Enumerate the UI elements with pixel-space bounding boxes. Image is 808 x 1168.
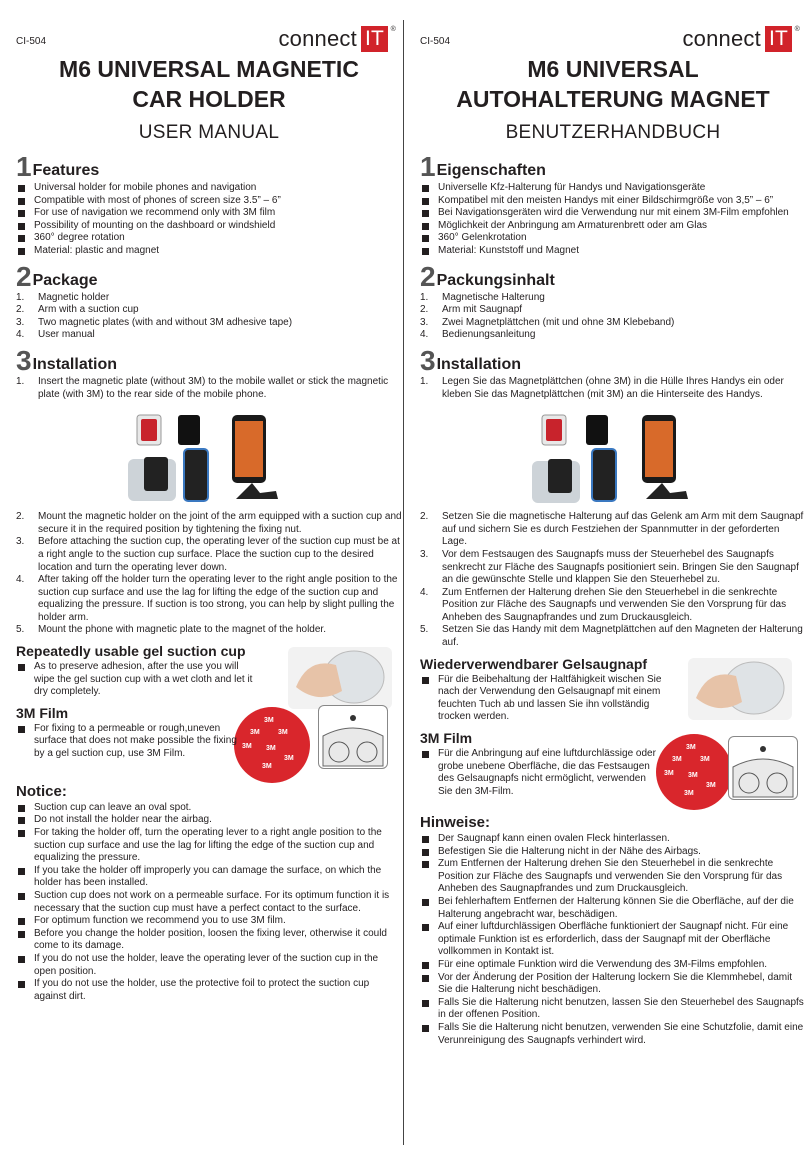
list-item [420, 549, 806, 587]
brand-logo [682, 26, 800, 52]
item-number: 1. [16, 291, 25, 303]
notice-list [420, 833, 806, 1047]
holder-arm-image [646, 483, 688, 499]
item-number: 5. [420, 624, 429, 636]
item-text: Vor dem Festsaugen des Saugnapfs muss der Steuerhebel des Saugnapfs senkrecht zur Fläche des Saugnapfs positioniert sein. Bringen Sie den Saugnapf an die gewünschte Stelle und klappen Sie den Steuerhebel zu. [442, 548, 799, 586]
list-item [420, 317, 806, 330]
section-number: 1 [420, 151, 436, 182]
german-column [420, 0, 806, 1053]
title-line-2: AUTOHALTERUNG MAGNET [456, 86, 770, 112]
notice-title: Hinweise: [420, 814, 491, 832]
phone-illustration [420, 401, 806, 509]
installation-illustration [420, 401, 806, 509]
installation-list-start [420, 376, 806, 401]
document-subtitle: BENUTZERHANDBUCH [505, 122, 721, 143]
gel-cleaning-image [688, 658, 792, 720]
list-item: Der Saugnapf kann einen ovalen Fleck hinterlassen. [420, 833, 806, 846]
logo-registered: ® [390, 26, 396, 33]
item-text: Setzen Sie das Handy mit dem Magnetplättchen auf den Magneten der Halterung auf. [442, 624, 803, 649]
document-title [420, 54, 806, 114]
film-title: 3M Film [16, 704, 69, 721]
list-item: If you do not use the holder, leave the operating lever of the suction cup in the open position. [16, 953, 402, 978]
item-text: Arm with a suction cup [38, 304, 139, 316]
title-line-1: M6 UNIVERSAL MAGNETIC [59, 56, 359, 82]
section-title: Features [32, 162, 100, 179]
list-item: Universelle Kfz-Halterung für Handys und Navigationsgeräte [420, 182, 806, 195]
phone-screen-image [235, 421, 263, 477]
list-item [16, 574, 402, 624]
item-number: 2. [16, 304, 25, 316]
section-title: Eigenschaften [436, 162, 546, 179]
plate-image [586, 415, 608, 445]
section-number: 3 [420, 344, 436, 376]
section-title: Installation [436, 355, 522, 373]
item-number: 1. [420, 291, 429, 303]
list-item [16, 329, 402, 342]
car-dashboard-image [728, 736, 798, 800]
item-text: Legen Sie das Magnetplättchen (ohne 3M) in die Hülle Ihres Handys ein oder kleben Sie das Magnetplättchen (mit 3M) an die Hinterseite des Handys. [442, 375, 784, 400]
item-number: 2. [16, 511, 25, 523]
section-installation-heading [420, 344, 806, 376]
item-number: 3. [16, 316, 25, 328]
list-item: Für die Beibehaltung der Haltfähigkeit wischen Sie nach der Verwendung den Gelsaugnapf mit einem feuchten Tuch ab und lassen Sie ihn vollständig trocken werden. [420, 674, 676, 724]
list-item: Material: plastic and magnet [16, 245, 402, 258]
list-item: Befestigen Sie die Halterung nicht in der Nähe des Airbags. [420, 846, 806, 859]
gel-cleaning-image [288, 647, 392, 709]
plate-3m-image [546, 419, 562, 441]
item-text: Mount the phone with magnetic plate to the magnet of the holder. [38, 624, 326, 636]
item-number: 4. [420, 329, 429, 341]
product-code: CI-504 [420, 36, 451, 47]
item-number: 1. [16, 375, 25, 387]
title-line-1: M6 UNIVERSAL [527, 56, 699, 82]
list-item: Before you change the holder position, loosen the fixing lever, otherwise it could come to its damage. [16, 928, 402, 953]
package-list [16, 292, 402, 342]
gel-list [420, 674, 676, 724]
film-section [16, 705, 402, 775]
section-features-heading [420, 151, 806, 182]
installation-illustration [16, 401, 402, 509]
list-item: Zum Entfernen der Halterung drehen Sie den Steuerhebel in die senkrechte Position zur Fläche des Saugnapfs und verwenden Sie den Vorsprung für das Anheben des Saugnapfrandes und zum Druckausgleich. [420, 858, 806, 896]
list-item [420, 511, 806, 549]
section-title: Package [32, 271, 98, 289]
list-item: Möglichkeit der Anbringung am Armaturenbrett oder am Glas [420, 220, 806, 233]
section-features-heading [16, 151, 402, 182]
document-title [16, 54, 402, 114]
item-number: 4. [16, 329, 25, 341]
list-item: Kompatibel mit den meisten Handys mit einer Bildschirmgröße von 3,5” – 6” [420, 195, 806, 208]
package-list [420, 292, 806, 342]
list-item [420, 376, 806, 401]
gel-title: Wiederverwendbarer Gelsaugnapf [420, 655, 648, 672]
film-3m-image: 3M 3M 3M 3M 3M 3M 3M [234, 707, 310, 783]
list-item: Bei fehlerhaftem Entfernen der Halterung können Sie die Oberfläche, auf der die Halterung angebracht war, beschädigen. [420, 896, 806, 921]
list-item: For taking the holder off, turn the operating lever to a right angle position to the suction cup surface and use the lag for lifting the edge of the suction cup and equalizing the pressure. [16, 827, 402, 865]
section-number: 3 [16, 344, 32, 376]
item-number: 5. [16, 624, 25, 636]
item-text: Two magnetic plates (with and without 3M adhesive tape) [38, 316, 293, 328]
list-item: Für die Anbringung auf eine luftdurchlässige oder grobe unebene Oberfläche, die das Festsaugen des Gelsaugnapfs nicht ermöglicht, verwenden Sie den 3M-Film. [420, 748, 656, 798]
phone-back-image [144, 457, 168, 491]
item-text: Insert the magnetic plate (without 3M) to the mobile wallet or stick the magnetic plate (with 3M) to the rear side of the mobile phone. [38, 375, 389, 400]
list-item: For optimum function we recommend you to use 3M film. [16, 915, 402, 928]
plate-3m-image [141, 419, 157, 441]
list-item: Compatible with most of phones of screen size 3.5” – 6” [16, 195, 402, 208]
brand-logo [278, 26, 396, 52]
section-package-heading [420, 260, 806, 292]
list-item [16, 292, 402, 305]
logo-it-box: IT [361, 26, 388, 52]
list-item: Suction cup can leave an oval spot. [16, 802, 402, 815]
list-item: For use of navigation we recommend only with 3M film [16, 207, 402, 220]
car-dashboard-image [318, 705, 388, 769]
item-text: Zum Entfernen der Halterung drehen Sie den Steuerhebel in die senkrechte Position zur Fläche des Saugnapfs und verwenden Sie den Vorsprung für das Anheben des Saugnapfrandes und zum Druckausgleich. [442, 586, 787, 623]
list-item: 360° Gelenkrotation [420, 232, 806, 245]
item-text: Before attaching the suction cup, the operating lever of the suction cup must be at a right angle to the suction cup surface. Place the suction cup to the desired location and turn the operating lever down. [38, 536, 400, 573]
list-item: Suction cup does not work on a permeable surface. For its optimum function it is necessary that the suction cup must have a perfect contact to the surface. [16, 890, 402, 915]
list-item: Do not install the holder near the airbag. [16, 814, 402, 827]
list-item: Für eine optimale Funktion wird die Verwendung des 3M-Films empfohlen. [420, 959, 806, 972]
list-item [16, 376, 402, 401]
holder-arm-image [236, 483, 278, 499]
logo-it-box: IT [765, 26, 792, 52]
features-list [16, 182, 402, 258]
section-package-heading [16, 260, 402, 292]
installation-list [16, 511, 402, 637]
list-item: Vor der Änderung der Position der Halterung lockern Sie die Klemmhebel, damit Sie die Halterung nicht beschädigen. [420, 972, 806, 997]
product-code: CI-504 [16, 36, 47, 47]
column-divider [403, 20, 404, 1145]
item-text: Zwei Magnetplättchen (mit und ohne 3M Klebeband) [442, 316, 675, 328]
item-number: 3. [420, 548, 429, 560]
phone-image [592, 449, 616, 501]
item-number: 3. [420, 316, 429, 328]
film-title: 3M Film [420, 730, 473, 747]
list-item: Falls Sie die Halterung nicht benutzen, lassen Sie den Steuerhebel des Saugnapfs in der offenen Position. [420, 997, 806, 1022]
item-number: 2. [420, 511, 429, 523]
item-text: Bedienungsanleitung [442, 329, 536, 341]
phone-back-image [548, 459, 572, 493]
list-item: 360° degree rotation [16, 232, 402, 245]
notice-title: Notice: [16, 782, 67, 800]
list-item: Possibility of mounting on the dashboard or windshield [16, 220, 402, 233]
item-number: 1. [420, 375, 429, 387]
section-number: 1 [16, 151, 32, 182]
title-line-2: CAR HOLDER [132, 86, 286, 112]
film-list [16, 723, 248, 761]
list-item: If you do not use the holder, use the protective foil to protect the suction cup against dirt. [16, 978, 402, 1003]
list-item: If you take the holder off improperly you can damage the surface, on which the holder has been installed. [16, 865, 402, 890]
section-title: Installation [32, 355, 118, 373]
list-item [16, 304, 402, 317]
list-item [16, 511, 402, 536]
list-item [420, 292, 806, 305]
phone-screen-image [645, 421, 673, 477]
film-3m-image: 3M 3M 3M 3M 3M 3M 3M [656, 734, 732, 810]
item-text: Mount the magnetic holder on the joint of the arm equipped with a suction cup and secure it in the required position by tightening the fixing nut. [38, 511, 402, 535]
list-item: For fixing to a permeable or rough,uneven surface that does not make possible the fixing by a gel suction cup, use 3M Film. [16, 723, 248, 761]
list-item [16, 624, 402, 637]
item-text: Magnetic holder [38, 291, 110, 303]
phone-image [184, 449, 208, 501]
list-item: Falls Sie die Halterung nicht benutzen, verwenden Sie eine Schutzfolie, damit eine Verunreinigung des Saugnapfs verhindert wird. [420, 1022, 806, 1047]
logo-word: connect [682, 26, 761, 51]
features-list [420, 182, 806, 258]
item-text: Magnetische Halterung [442, 291, 545, 303]
list-item [420, 624, 806, 649]
item-number: 4. [420, 586, 429, 598]
section-number: 2 [420, 260, 436, 292]
section-title: Packungsinhalt [436, 271, 555, 289]
item-number: 2. [420, 304, 429, 316]
header [420, 0, 806, 51]
film-section [420, 730, 806, 808]
film-list [420, 748, 656, 798]
list-item: Auf einer luftdurchlässigen Oberfläche funktioniert der Saugnapf nicht. Für eine optimale Funktion ist es erforderlich, dass der Saugnapf mit der Oberfläche vollkommen in Kontakt ist. [420, 921, 806, 959]
header [16, 0, 402, 51]
item-number: 3. [16, 536, 25, 548]
installation-list [420, 511, 806, 650]
item-number: 4. [16, 574, 25, 586]
gel-section [16, 643, 402, 699]
item-text: Setzen Sie die magnetische Halterung auf das Gelenk am Arm mit dem Saugnapf auf und sichern Sie es durch Festziehen der Spannmutter in der geforderten Lage. [442, 511, 804, 548]
plate-image [178, 415, 200, 445]
item-text: User manual [38, 329, 95, 341]
list-item [16, 536, 402, 574]
list-item: Bei Navigationsgeräten wird die Verwendung nur mit einem 3M-Film empfohlen [420, 207, 806, 220]
gel-title: Repeatedly usable gel suction cup [16, 643, 246, 660]
list-item [420, 329, 806, 342]
section-installation-heading [16, 344, 402, 376]
list-item [420, 304, 806, 317]
list-item: Material: Kunststoff und Magnet [420, 245, 806, 258]
gel-list [16, 661, 256, 699]
installation-list-start [16, 376, 402, 401]
list-item [16, 317, 402, 330]
list-item [420, 587, 806, 625]
logo-word: connect [278, 26, 357, 51]
list-item: As to preserve adhesion, after the use you will wipe the gel suction cup with a wet cloth and let it dry completely. [16, 661, 256, 699]
section-number: 2 [16, 260, 32, 292]
document-subtitle: USER MANUAL [138, 122, 280, 143]
item-text: After taking off the holder turn the operating lever to the right angle position to the suction cup surface and use the lag for lifting the edge of the suction cup and equalizing the pressure. If suction is too strong, you can help by slight pulling the holder arm. [38, 574, 398, 623]
logo-registered: ® [794, 26, 800, 33]
list-item: Universal holder for mobile phones and navigation [16, 182, 402, 195]
phone-illustration [16, 401, 402, 509]
gel-section [420, 656, 806, 724]
notice-list [16, 802, 402, 1004]
english-column [16, 0, 402, 1009]
item-text: Arm mit Saugnapf [442, 304, 523, 316]
